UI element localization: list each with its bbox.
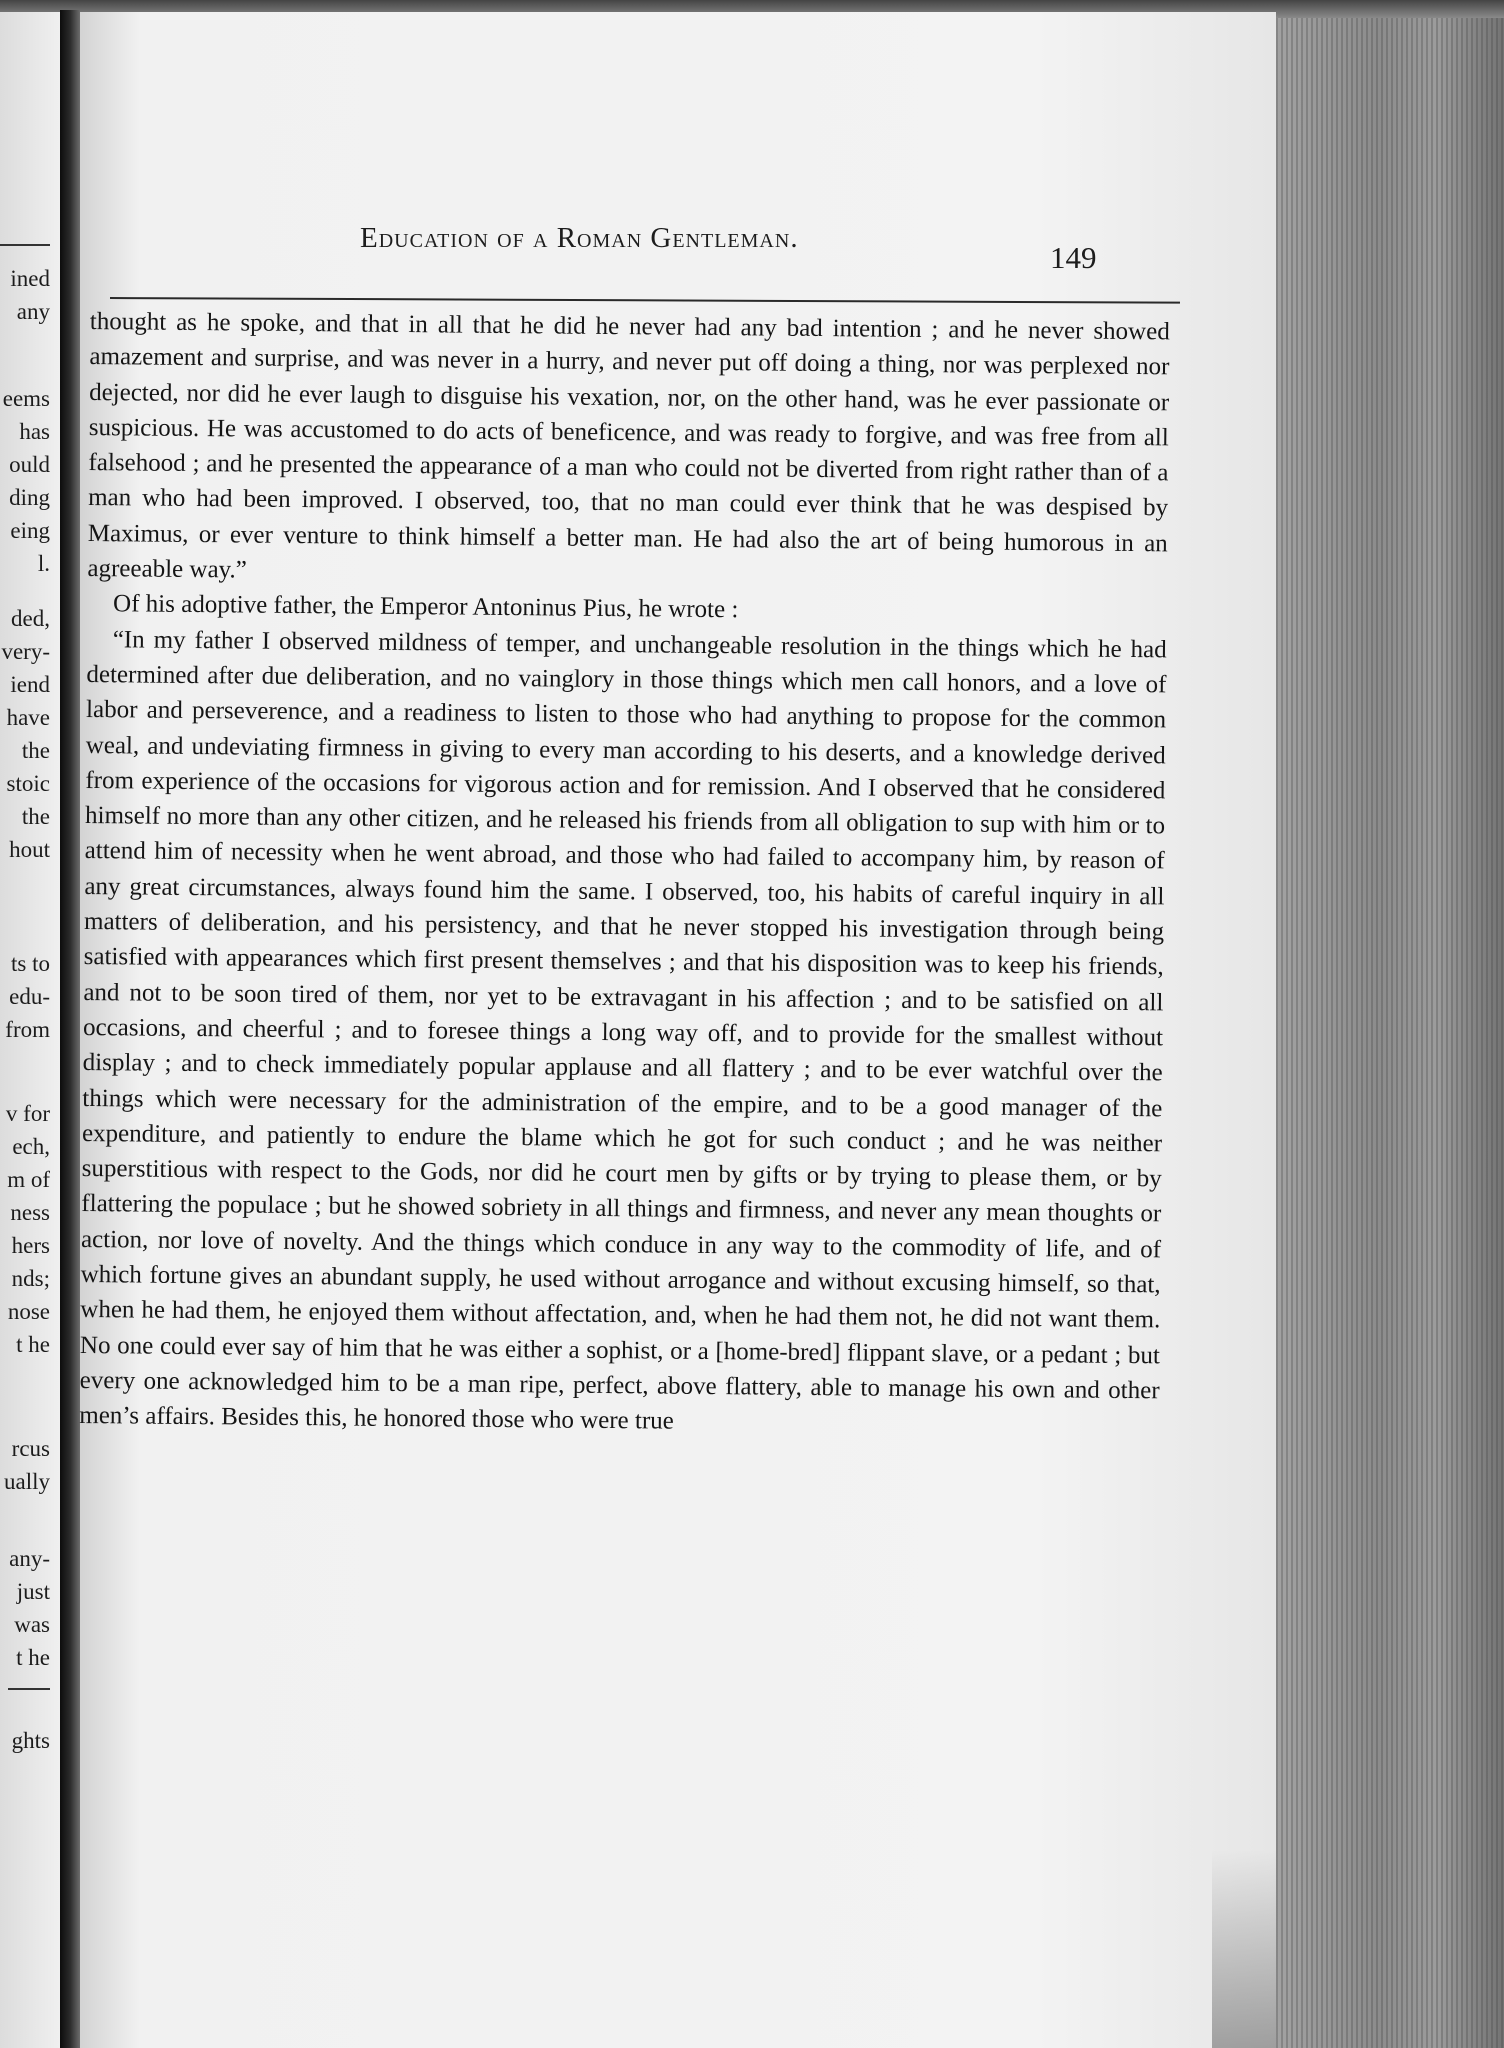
left-fragment: ded, xyxy=(11,606,50,631)
left-fragment-group xyxy=(0,602,50,866)
body-paragraph: thought as he spoke, and that in all that he did he never had any bad intention ; and he never showed amazement and surprise, and was never in a hurry, and never put off doing a thing, nor was perplexed nor dejected, nor did he ever laugh to disguise his vexation, nor, on the other hand, was he ever passionate or suspicious. He was accustomed to do acts of beneficence, and was ready to forgive, and was free from all falsehood ; and he presented the appearance of a man who could not be diverted from right rather than of a man who had been improved. I observed, too, that no man could ever think that he was despised by Maximus, or ever venture to think himself a better man. He had also the art of being humorous in an agreeable way.” xyxy=(87,307,1170,584)
left-fragment: ech, xyxy=(12,1134,50,1159)
header-rule xyxy=(110,297,1180,304)
left-fragment: very- xyxy=(1,639,50,664)
left-fragment: rcus xyxy=(11,1436,50,1461)
left-fragment: hers xyxy=(11,1233,50,1258)
running-header xyxy=(360,222,920,255)
left-fragment-group xyxy=(0,1432,50,1498)
left-fragment: nds; xyxy=(11,1266,50,1291)
left-page-edge xyxy=(0,12,62,2048)
left-fragment: eems xyxy=(2,386,50,411)
left-fragment: m of xyxy=(7,1167,50,1192)
left-fragment: from xyxy=(5,1017,50,1042)
body-paragraph: “In my father I observed mildness of temper, and unchangeable resolution in the things which he had determined after due deliberation, and no vainglory in those things which men call honors, and a love of labor and perseverence, and a readiness to listen to those who had anything to propose for the common weal, and undeviating firmness in giving to every man according to his deserts, and a knowledge derived from experience of the occasions for vigorous action and for remission. And I observed that he considered himself no more than any other citizen, and he released his friends from all obligation to sup with him or to attend him of necessity when he went abroad, and those who had failed to accompany him, by reason of any great circumstances, always found him the same. I observed, too, his habits of careful inquiry in all matters of deliberation, and his persistency, and that he never stopped his investigation through being satisfied with appearances which first present themselves ; and that his disposition was to keep his friends, and not to be soon tired of them, nor yet to be extravagant in his affection ; and to be satisfied on all occasions, and cheerful ; and to foresee things a long way off, and to provide for the smallest without display ; and to check immediately popular applause and all flattery ; and to be ever watchful over the things which were necessary for the administration of the empire, and to be a good manager of the expenditure, and patiently to endure the blame which he got for such conduct ; and he was neither superstitious with respect to the Gods, nor did he court men by gifts or by trying to please them, or by flattering the populace ; but he showed sobriety in all things and firmness, and never any mean thoughts or action, nor love of novelty. And the things which conduce in any way to the commodity of life, and of which fortune gives an abundant supply, he used without arrogance and without excusing himself, so that, when he had them, he enjoyed them without affectation, and, when he had them not, he did not want them. No one could ever say of him that he was either a sophist, or a [home-bred] flippant slave, or a pedant ; but every one acknowledged him to be a man ripe, perfect, above flattery, able to manage his own and other men’s affairs. Besides this, he honored those who were true xyxy=(79,625,1167,1435)
left-fragment: l. xyxy=(37,551,50,576)
left-fragment: ness xyxy=(10,1200,50,1225)
left-fragment-group xyxy=(0,1542,50,1690)
left-fragment: nose xyxy=(7,1299,50,1324)
left-fragment: t he xyxy=(16,1645,50,1670)
left-fragment: ined xyxy=(10,266,50,291)
book-fore-edge xyxy=(1276,18,1504,2048)
left-fragment: eing xyxy=(10,518,50,543)
book-gutter xyxy=(60,10,80,2048)
left-fragment: was xyxy=(14,1612,50,1637)
left-fragment-group xyxy=(0,382,50,580)
left-fragment: the xyxy=(21,804,50,829)
left-fragment: any xyxy=(16,299,50,324)
body-paragraph: Of his adoptive father, the Emperor Antoninus Pius, he wrote : xyxy=(112,590,739,624)
left-fragment: the xyxy=(21,738,50,763)
left-page-rule xyxy=(0,244,50,246)
left-fragment: ghts xyxy=(11,1728,50,1753)
left-fragment: ually xyxy=(4,1469,50,1494)
left-fragment: ould xyxy=(9,452,50,477)
page-number: 149 xyxy=(1050,240,1097,275)
left-fragment: hout xyxy=(9,837,50,862)
left-fragment: v for xyxy=(5,1101,50,1126)
left-fragment: have xyxy=(6,705,50,730)
left-fragment: t he xyxy=(16,1332,50,1357)
running-header-text: Education of a Roman Gentleman. xyxy=(360,222,799,254)
left-fragment: ding xyxy=(9,485,50,510)
left-fragment: stoic xyxy=(6,771,50,796)
left-fragment: has xyxy=(19,419,50,444)
left-fragment-group xyxy=(0,262,50,328)
page-body xyxy=(79,304,1170,1444)
left-fragment: just xyxy=(16,1579,50,1604)
left-fragment-rule xyxy=(8,1688,50,1690)
left-fragment: iend xyxy=(10,672,50,697)
page-corner-shadow xyxy=(1212,1850,1276,2048)
left-fragment-group xyxy=(0,947,50,1046)
left-fragment-group xyxy=(0,1724,50,1757)
left-fragment: ts to xyxy=(11,951,50,976)
left-fragment: edu- xyxy=(9,984,50,1009)
book-page xyxy=(80,12,1276,2048)
left-fragment-group xyxy=(0,1097,50,1361)
left-fragment: any- xyxy=(9,1546,50,1571)
